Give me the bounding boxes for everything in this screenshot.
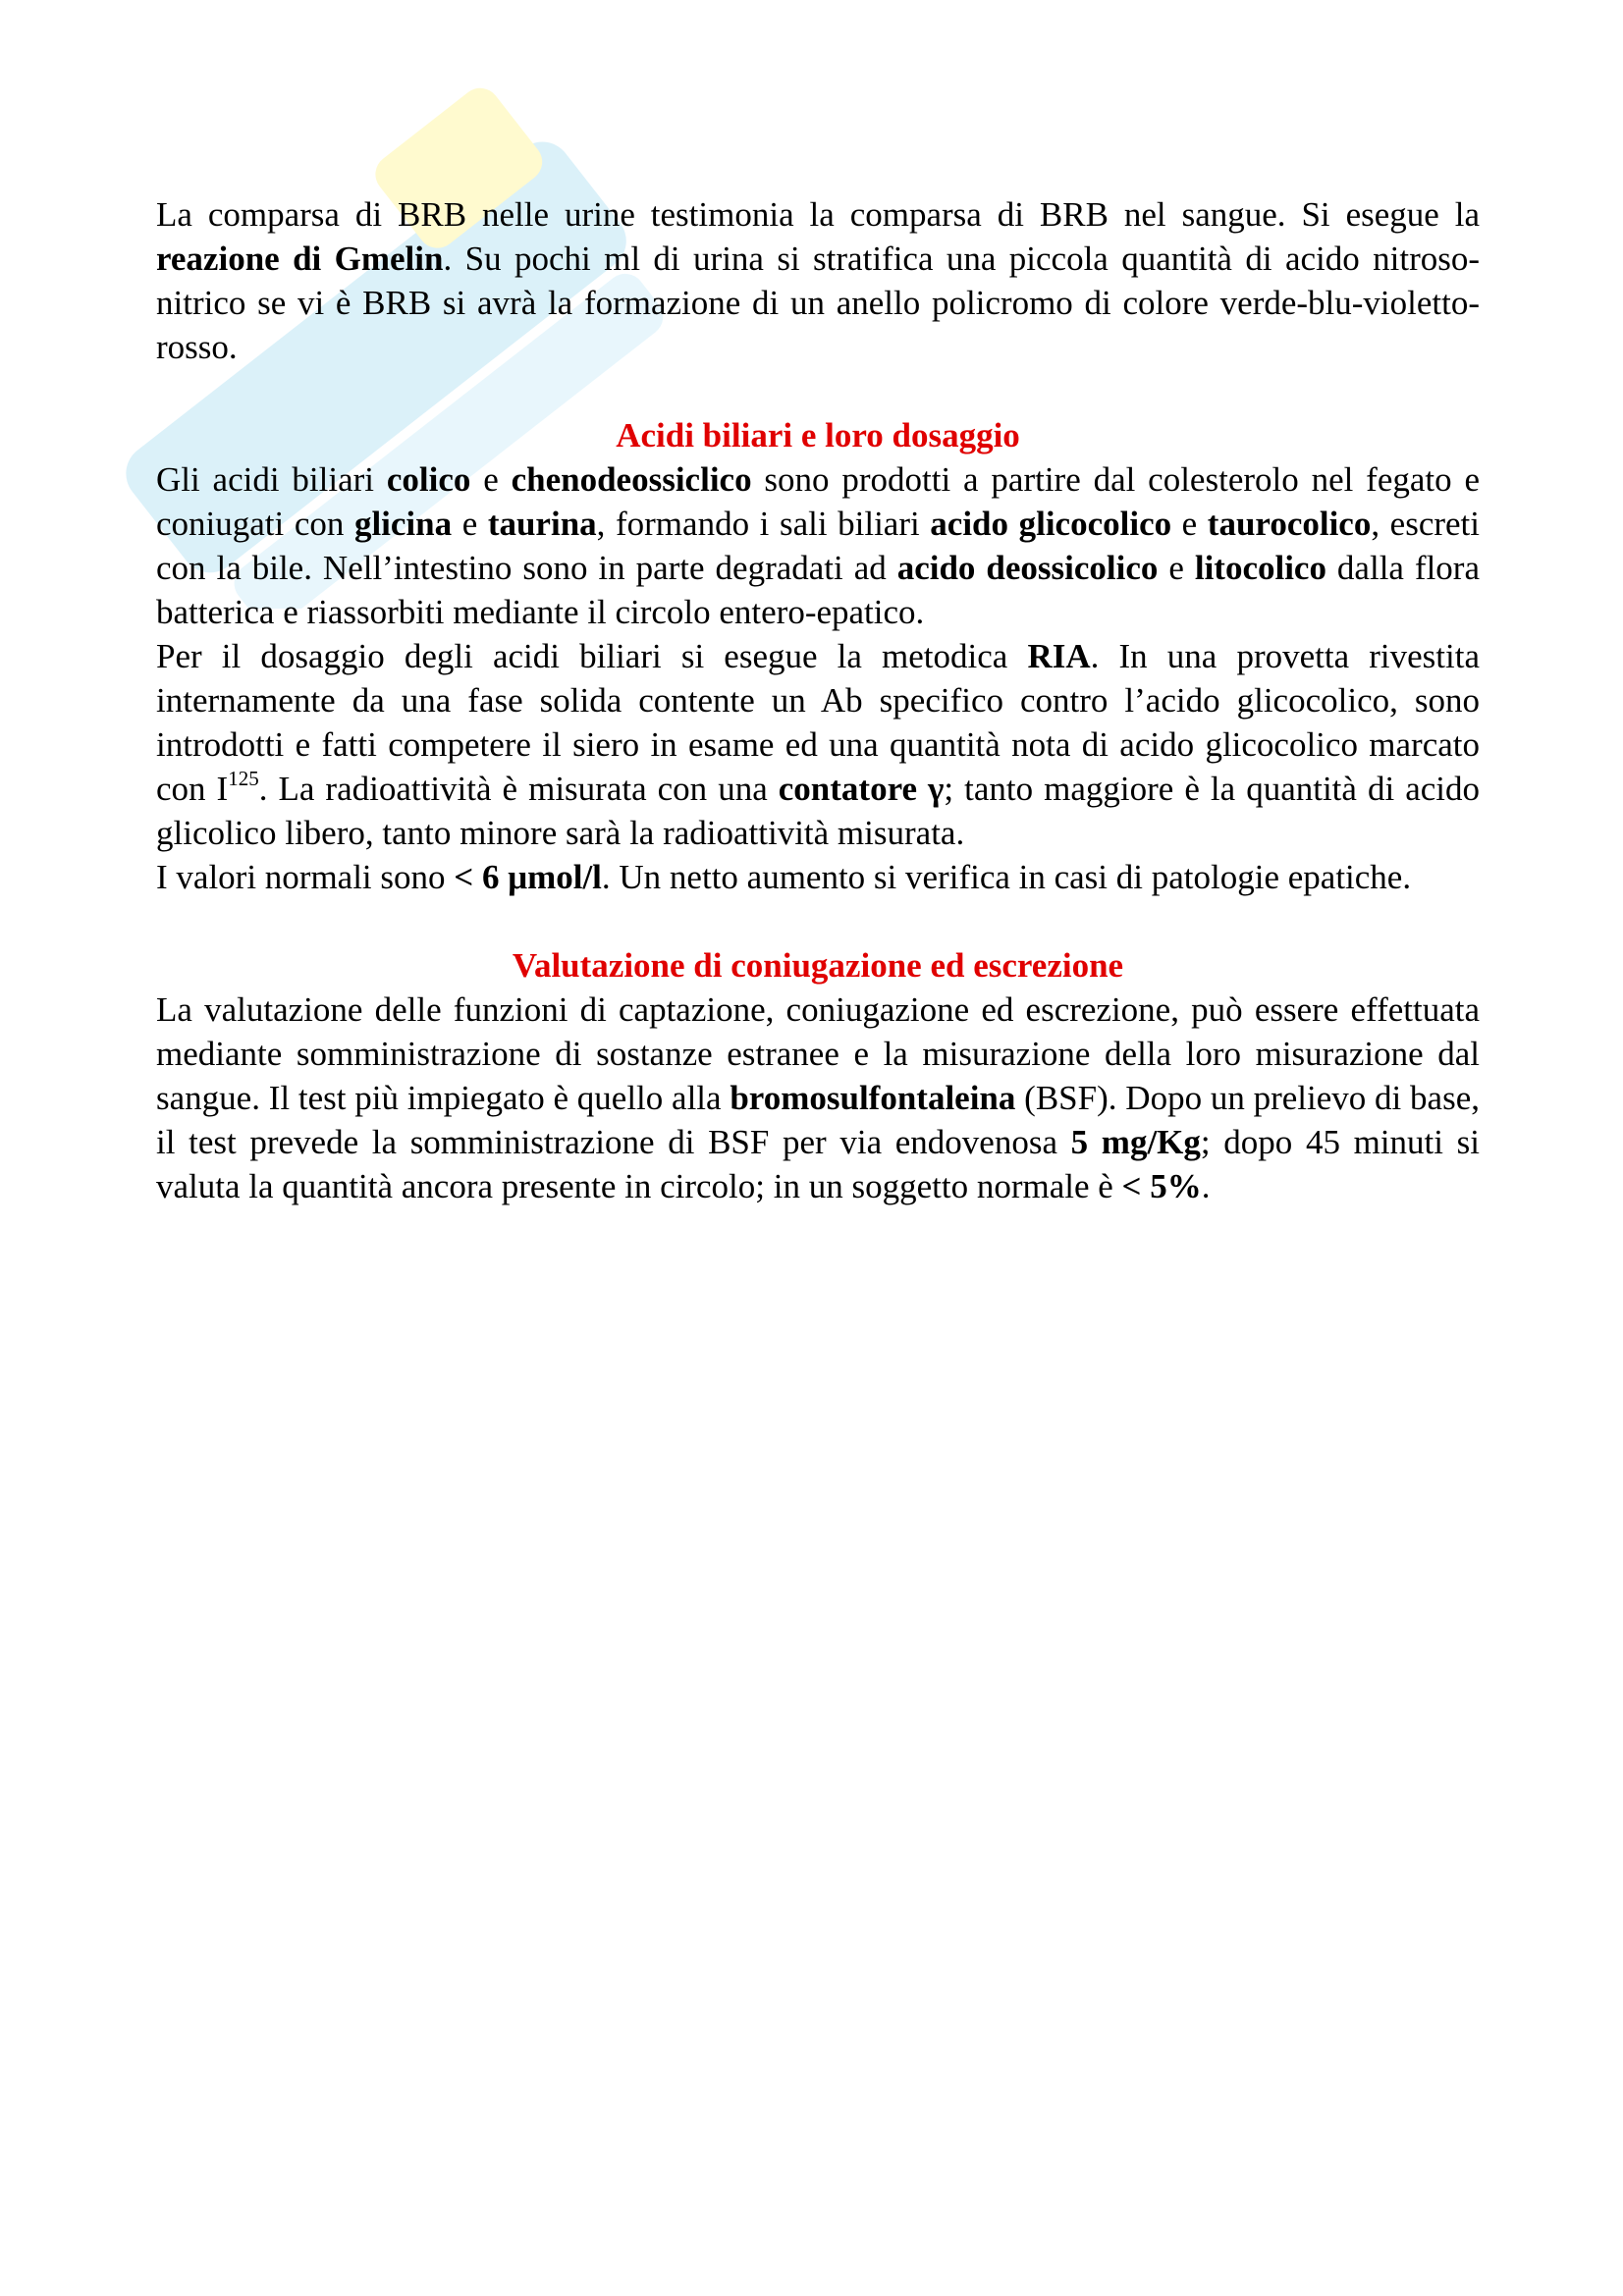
paragraph-valori-normali: I valori normali sono < 6 μmol/l. Un netto aumento si verifica in casi di patologie epatiche. — [156, 858, 1412, 896]
paragraph-dosaggio-ria: Per il dosaggio degli acidi biliari si esegue la metodica RIA. In una provetta rivestita internamente da una fase solida contente un Ab specifico contro l’acido glicocolico, sono introdotti e fatti competere il siero in esame ed una quantità nota di acido glicocolico marcato con $I^{125}$. La radioattività è misurata con una contatore γ; tanto maggiore è la quantità di acido glicolico libero, tanto minore sarà la radioattività misurata. — [156, 637, 1481, 852]
paragraph-bromosulfontaleina: La valutazione delle funzioni di captazione, coniugazione ed escrezione, può essere effettuata mediante somministrazione di sostanze estranee e la misurazione della loro misurazione dal sangue. Il test più impiegato è quello alla bromosulfontaleina (BSF). Dopo un prelievo di base, il test prevede la somministrazione di BSF per via endovenosa 5 mg/Kg; dopo 45 minuti si valuta la quantità ancora presente in circolo; in un soggetto normale è < 5%. — [156, 990, 1480, 1205]
heading-acidi-biliari: Acidi biliari e loro dosaggio — [616, 416, 1020, 454]
document-body — [156, 192, 1480, 1208]
heading-valutazione: Valutazione di coniugazione ed escrezione — [512, 946, 1124, 985]
paragraph-acidi-biliari: Gli acidi biliari colico e chenodeossiclico sono prodotti a partire dal colesterolo nel fegato e coniugati con glicina e taurina, formando i sali biliari acido glicocolico e taurocolico, escreti con la bile. Nell’intestino sono in parte degradati ad acido deossicolico e litocolico dalla flora batterica e riassorbiti mediante il circolo entero-epatico. — [156, 460, 1480, 631]
paragraph-gmelin: La comparsa di BRB nelle urine testimonia la comparsa di BRB nel sangue. Si esegue la reazione di Gmelin. Su pochi ml di urina si stratifica una piccola quantità di acido nitroso-nitrico se vi è BRB si avrà la formazione di un anello policromo di colore verde-blu-violetto-rosso. — [156, 195, 1481, 366]
term-reazione-gmelin: reazione di Gmelin — [156, 240, 444, 278]
superscript-isotope: 125 — [228, 767, 259, 790]
